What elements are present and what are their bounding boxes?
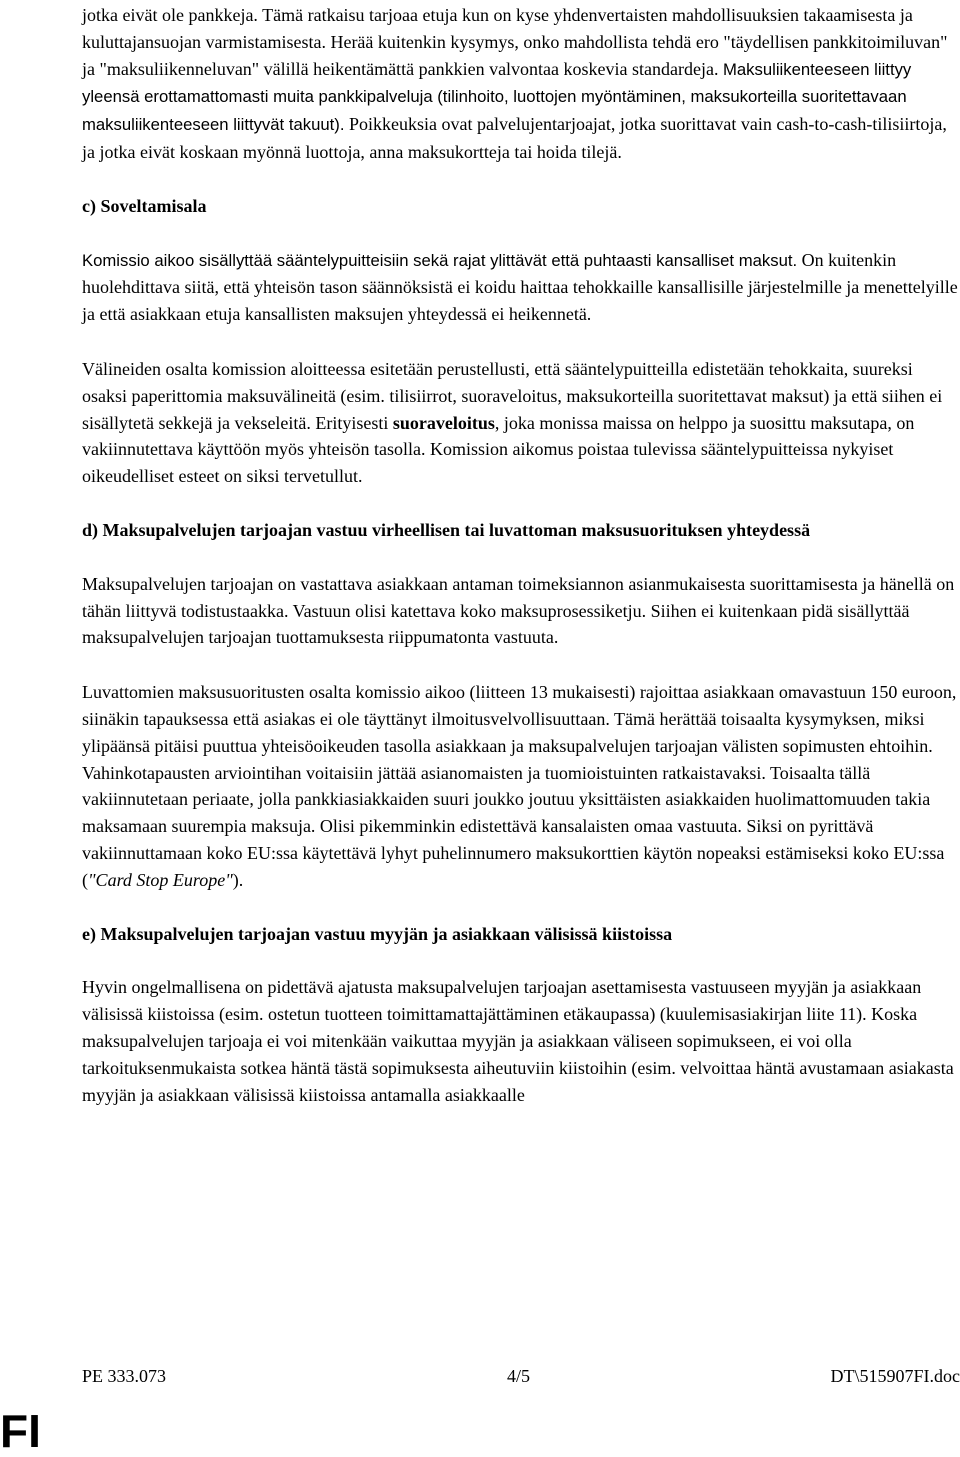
paragraph-1-sans-text: Maksuliikenteeseen liittyy yleensä erottamattomasti muita pankkipalveluja (tilinhoito, luottojen myöntäminen, maksukorteilla suoritettavaan maksuliikenteeseen liittyvät takuut). (82, 60, 911, 135)
paragraph-3-bold-term: suoraveloitus (393, 413, 495, 433)
paragraph-2 (82, 247, 960, 328)
paragraph-2-sans-text: Komissio aikoo sisällyttää sääntelypuitteisiin sekä rajat ylittävät että puhtaasti kansalliset maksut. (82, 251, 797, 270)
footer-page-number: 4/5 (507, 1364, 530, 1388)
paragraph-3 (82, 356, 960, 490)
paragraph-4: Maksupalvelujen tarjoajan on vastattava asiakkaan antaman toimeksiannon asianmukaisesta suorittamisesta ja hänellä on tähän liittyvä todistustaakka. Vastuun olisi katettava koko maksuprosessiketju. Siihen ei kuitenkaan pidä sisällyttää maksupalvelujen tarjoajan tuottamuksesta riippumatonta vastuuta. (82, 571, 960, 651)
paragraph-1-text: jotka eivät ole pankkeja. Tämä ratkaisu tarjoaa etuja kun on kyse yhdenvertaisten mahdollisuuksien takaamisesta ja kuluttajansuojan varmistamisesta. Herää kuitenkin kysymys, onko mahdollista tehdä ero "täydellisen pankkitoimiluvan" ja "maksuliikenneluvan" välillä heikentämättä pankkien valvontaa koskevia standardeja. (82, 5, 948, 79)
paragraph-5-italic-term: "Card Stop Europe" (88, 870, 233, 890)
paragraph-1-tail: Poikkeuksia ovat palvelujentarjoajat, jotka suorittavat vain cash-to-cash-tilisiirtoja, ja jotka eivät koskaan myönnä luottoja, anna maksukortteja tai hoida tilejä. (82, 114, 947, 162)
section-heading-e: e) Maksupalvelujen tarjoajan vastuu myyjän ja asiakkaan välisissä kiistoissa (82, 921, 960, 948)
paragraph-5-part1: Luvattomien maksusuoritusten osalta komissio aikoo (liitteen 13 mukaisesti) rajoittaa asiakkaan omavastuun 150 euroon, siinäkin tapauksessa että asiakas ei ole täyttänyt ilmoitusvelvollisuuttaan. Tämä herättää toisaalta kysymyksen, miksi ylipäänsä pitäisi puuttua yhteisöoikeuden tasolla asiakkaan ja maksupalvelujen tarjoajan välisten sopimusten ehtoihin. Vahinkotapausten arviointihan voitaisiin jättää asianomaisten ja tuomioistuinten ratkaistavaksi. Toisaalta tällä vakiinnutetaan periaate, jolla pankkiasiakkaiden suuri joukko joutuu yksittäisten asiakkaiden huolimattomuuden takia maksamaan suurempia maksuja. Olisi pikemminkin edistettävä kansalaisten omaa vastuuta. Siksi on pyrittävä vakiinnuttamaan koko EU:ssa käytettävä lyhyt puhelinnumero maksukorttien käytön nopeaksi estämiseksi koko EU:ssa ( (82, 682, 956, 890)
paragraph-1 (82, 2, 960, 166)
paragraph-5 (82, 679, 960, 893)
footer-doc-ref: PE 333.073 (82, 1364, 166, 1388)
paragraph-6: Hyvin ongelmallisena on pidettävä ajatusta maksupalvelujen tarjoajan asettamisesta vastuuseen myyjän ja asiakkaan välisissä kiistoissa (esim. ostetun tuotteen toimittamattajättäminen etäkaupassa) (kuulemisasiakirjan liite 11). Koska maksupalvelujen tarjoaja ei voi mitenkään vaikuttaa myyjän ja asiakkaan väliseen sopimukseen, ei voi olla tarkoituksenmukaista sotkea häntä tästä sopimuksesta aiheutuviin kiistoihin (esim. velvoittaa häntä avustamaan asiakasta myyjän ja asiakkaan välisissä kiistoissa antamalla asiakkaalle (82, 974, 960, 1108)
language-code: FI (0, 1408, 41, 1454)
section-heading-c: c) Soveltamisala (82, 193, 960, 220)
paragraph-5-part2: ). (233, 870, 244, 890)
paragraph-3-part2: , joka monissa maissa on helppo ja suosittu maksutapa, on vakiinnutettava käyttöön myös yhteisön tasolla. Komission aikomus poistaa tulevissa sääntelypuitteissa nykyiset oikeudelliset esteet on siksi tervetullut. (82, 413, 914, 487)
document-page (82, 2, 960, 1108)
paragraph-3-part1: Välineiden osalta komission aloitteessa esitetään perustellusti, että sääntelypuitteilla edistetään tehokkaita, suureksi osaksi paperittomia maksuvälineitä (esim. tilisiirrot, suoraveloitus, maksukorteilla suoritettavat maksut) ja että siihen ei sisällytetä sekkejä ja vekseleitä. Erityisesti (82, 359, 942, 433)
paragraph-2-tail: On kuitenkin huolehdittava siitä, että yhteisön tason säännöksistä ei koidu haittaa tehokkaille kansallisille järjestelmille ja menettelyille ja että asiakkaan etuja kansallisten maksujen yhteydessä ei heikennetä. (82, 250, 958, 325)
footer-file-ref: DT\515907FI.doc (831, 1364, 960, 1388)
section-heading-d: d) Maksupalvelujen tarjoajan vastuu virheellisen tai luvattoman maksusuorituksen yhteydessä (82, 517, 960, 544)
